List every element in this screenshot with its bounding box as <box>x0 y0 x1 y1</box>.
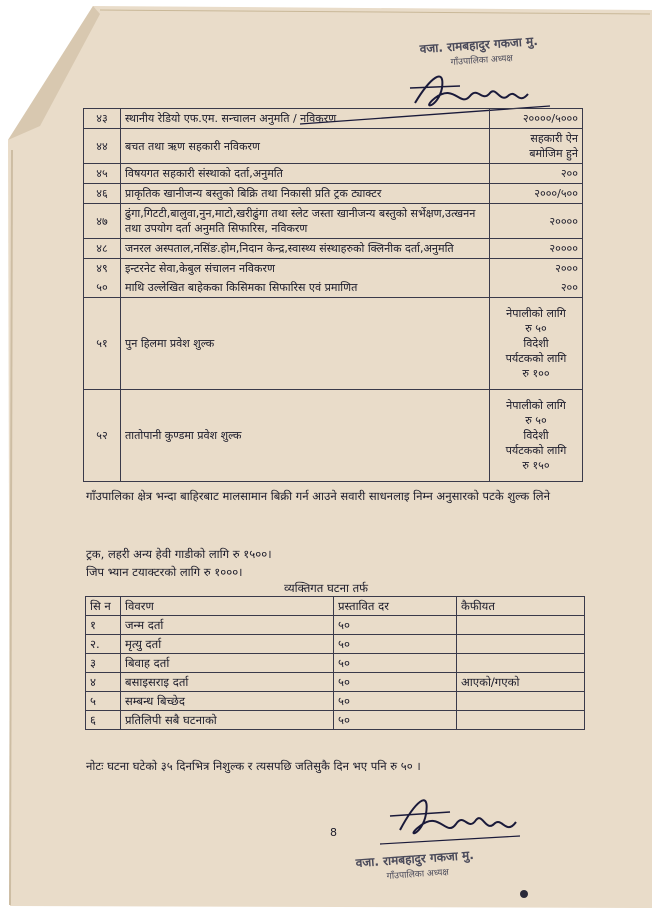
row-description: तातोपानी कुण्डमा प्रवेश शुल्क <box>121 390 490 482</box>
row-description <box>121 259 490 298</box>
row-amount: २०००० <box>490 204 583 239</box>
event-rate: ५० <box>334 692 457 711</box>
fee-line: रु १५० <box>522 459 550 472</box>
event-remark <box>457 654 585 673</box>
event-no: ४ <box>86 673 121 692</box>
header-serial: सि न <box>86 597 121 616</box>
row-amount: २००००/५००० <box>490 109 583 129</box>
row-description: प्राकृतिक खानीजन्य बस्तुको बिक्रि तथा निकासी प्रति ट्रक ट्याक्टर <box>121 184 490 204</box>
row-number <box>84 259 121 298</box>
event-desc: सम्बन्ध बिच्छेद <box>121 692 334 711</box>
fee-line: नेपालीको लागि <box>506 307 566 320</box>
event-remark <box>457 616 585 635</box>
event-rate: ५० <box>334 673 457 692</box>
table-row <box>86 711 585 730</box>
fee-table <box>83 108 583 482</box>
table-row <box>84 164 583 184</box>
event-desc: बसाइसराइ दर्ता <box>121 673 334 692</box>
event-remark <box>457 711 585 730</box>
row-amount: सहकारी ऐन बमोजिम हुने <box>490 129 583 164</box>
row-description-a: इन्टरनेट सेवा,केबुल संचालन नविकरण <box>125 262 275 275</box>
header-description: विवरण <box>121 597 334 616</box>
fee-line: रु ५० <box>525 414 547 427</box>
row-amount <box>490 390 583 482</box>
row-description: विषयगत सहकारी संस्थाको दर्ता,अनुमति <box>121 164 490 184</box>
table-row <box>86 673 585 692</box>
header-remarks: कैफीयत <box>457 597 585 616</box>
table-row <box>84 109 583 129</box>
row-number: ४७ <box>84 204 121 239</box>
row-description: ढुंगा,गिटटी,बालुवा,नुन,माटो,खरीढुंगा तथा स्लेट जस्ता खानीजन्य बस्तुको सर्भेक्षण,उत्खनन तथा उपयोग दर्ता अनुमति सिफारिस, नविकरण <box>121 204 490 239</box>
row-description: स्थानीय रेडियो एफ.एम. सन्चालन अनुमति / नविकरण <box>121 109 490 129</box>
truck-fee: ट्रक, लहरी अन्य हेवी गाडीको लागि रु १५००। <box>86 547 272 561</box>
fee-line: नेपालीको लागि <box>506 399 566 412</box>
row-description: बचत तथा ऋण सहकारी नविकरण <box>121 129 490 164</box>
event-desc: मृत्यु दर्ता <box>121 635 334 654</box>
table-row <box>86 616 585 635</box>
table-row <box>86 635 585 654</box>
table-row <box>84 204 583 239</box>
jeep-fee: जिप भ्यान टयाक्टरको लागि रु १०००। <box>86 565 243 579</box>
event-no: ३ <box>86 654 121 673</box>
event-remark <box>457 692 585 711</box>
event-no: १ <box>86 616 121 635</box>
header-rate: प्रस्तावित दर <box>334 597 457 616</box>
fee-line: रु ५० <box>525 322 547 335</box>
table-header-row <box>86 597 585 616</box>
row-amount <box>490 259 583 298</box>
row-number: ५१ <box>84 298 121 390</box>
row-number: ४६ <box>84 184 121 204</box>
table-row <box>84 239 583 259</box>
signature-bottom <box>380 780 530 850</box>
row-number-b: ५० <box>96 281 108 294</box>
event-desc: बिवाह दर्ता <box>121 654 334 673</box>
table-row-merged <box>84 259 583 298</box>
fee-line: पर्यटकको लागि <box>505 444 567 457</box>
row-amount-a: २००० <box>555 262 578 275</box>
row-amount: २०००/५०० <box>490 184 583 204</box>
event-no: ६ <box>86 711 121 730</box>
event-rate: ५० <box>334 711 457 730</box>
row-number: ४३ <box>84 109 121 129</box>
row-amount: २०००० <box>490 239 583 259</box>
vehicle-note: गाँउपालिका क्षेत्र भन्दा बाहिरबाट मालसामान बिक्री गर्न आउने सवारी साधनलाइ निम्न अनुसारको पटके शुल्क लिने <box>86 489 550 503</box>
row-amount <box>490 298 583 390</box>
event-desc: जन्म दर्ता <box>121 616 334 635</box>
row-number: ४८ <box>84 239 121 259</box>
row-description-b: माथि उल्लेखित बाहेकका किसिमका सिफारिस एवं प्रमाणित <box>125 281 358 294</box>
events-table <box>85 596 585 730</box>
table-row <box>86 692 585 711</box>
fee-line: रु १०० <box>522 367 550 380</box>
fee-line: पर्यटकको लागि <box>505 352 567 365</box>
event-desc: प्रतिलिपी सबै घटनाको <box>121 711 334 730</box>
stamp-line2: गाँउपालिका अध्यक्ष <box>386 867 450 882</box>
row-number: ४४ <box>84 129 121 164</box>
event-rate: ५० <box>334 635 457 654</box>
row-description: पुन हिलमा प्रवेश शुल्क <box>121 298 490 390</box>
row-number: ५२ <box>84 390 121 482</box>
row-amount: २०० <box>490 164 583 184</box>
fee-line: विदेशी <box>523 337 549 350</box>
row-amount-b: २०० <box>560 281 578 294</box>
stamp-line1: वजा. रामबहादुर गकजा मु. <box>419 33 539 57</box>
event-no: २. <box>86 635 121 654</box>
ink-blot <box>520 890 528 898</box>
event-rate: ५० <box>334 654 457 673</box>
page-number: 8 <box>330 826 337 839</box>
row-description: जनरल अस्पताल,नसिंङ.होम,निदान केन्द्र,स्वास्थ्य संस्थाहरुको क्लिनीक दर्ता,अनुमति <box>121 239 490 259</box>
footnote: नोटः घटना घटेको ३५ दिनभित्र निशुल्क र त्यसपछि जतिसुकै दिन भए पनि रु ५० । <box>86 759 421 773</box>
table-row <box>84 129 583 164</box>
event-remark <box>457 635 585 654</box>
stamp-line1: वजा. रामबहादुर गकजा मु. <box>355 847 475 871</box>
table-row <box>84 298 583 390</box>
table-row <box>84 184 583 204</box>
events-title: व्यक्तिगत घटना तर्फ <box>284 581 369 595</box>
table-row <box>86 654 585 673</box>
fee-line: विदेशी <box>523 429 549 442</box>
event-remark: आएको/गएको <box>457 673 585 692</box>
event-rate: ५० <box>334 616 457 635</box>
event-no: ५ <box>86 692 121 711</box>
table-row <box>84 390 583 482</box>
row-number: ४५ <box>84 164 121 184</box>
row-number-a: ४९ <box>96 262 108 275</box>
stamp-line2: गाँउपालिका अध्यक्ष <box>450 53 514 68</box>
